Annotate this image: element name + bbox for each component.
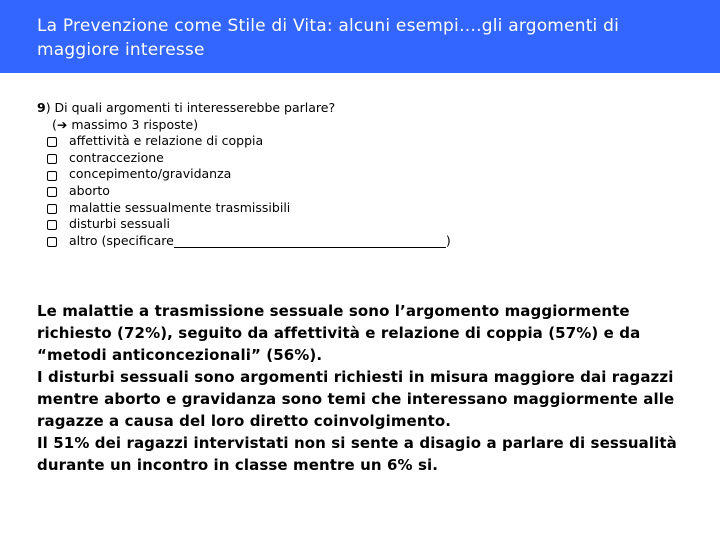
checkbox-icon[interactable]: [47, 220, 57, 230]
question-block: [37, 100, 697, 249]
option-label: affettività e relazione di coppia: [69, 133, 264, 149]
checkbox-icon[interactable]: [47, 154, 57, 164]
option-label: altro (specificare: [69, 232, 174, 248]
option-label: malattie sessualmente trasmissibili: [69, 199, 291, 215]
summary-paragraph: I disturbi sessuali sono argomenti richiesti in misura maggiore dai ragazzi mentre aborto e gravidanza sono temi che interessano maggiormente alle ragazze a causa del loro diretto coinvolgimento.: [37, 368, 675, 430]
slide-title: La Prevenzione come Stile di Vita: alcuni esempi….gli argomenti di maggiore interesse: [37, 16, 620, 60]
other-close-paren: ): [445, 232, 451, 248]
option-item[interactable]: [37, 150, 697, 167]
option-label: disturbi sessuali: [69, 216, 171, 232]
checkbox-icon[interactable]: [47, 204, 57, 214]
checkbox-icon[interactable]: [47, 237, 57, 247]
option-item[interactable]: [37, 216, 697, 233]
specify-blank-line[interactable]: [174, 235, 446, 248]
option-label: aborto: [69, 182, 110, 198]
question-number: 9: [37, 100, 46, 115]
option-label: concepimento/gravidanza: [69, 166, 232, 182]
option-item[interactable]: [37, 200, 697, 217]
arrow-right-icon: ➔: [56, 116, 68, 132]
checkbox-icon[interactable]: [47, 137, 57, 147]
option-item[interactable]: [37, 183, 697, 200]
title-bar: [0, 0, 720, 73]
hint-open-paren: (: [52, 116, 57, 132]
option-item[interactable]: [37, 166, 697, 183]
option-item-other[interactable]: [37, 233, 697, 250]
question-text: ) Di quali argomenti ti interesserebbe parlare?: [45, 100, 336, 115]
option-item[interactable]: [37, 133, 697, 150]
summary-paragraph: Le malattie a trasmissione sessuale sono l’argomento maggiormente richiesto (72%), seguito da affettività e relazione di coppia (57%) e da “metodi anticoncezionali” (56%).: [37, 302, 641, 364]
summary-text: [37, 300, 697, 476]
checkbox-icon[interactable]: [47, 171, 57, 181]
question-line: [37, 100, 697, 117]
hint-text: massimo 3 risposte): [67, 116, 199, 132]
checkbox-icon[interactable]: [47, 187, 57, 197]
question-hint: [37, 117, 697, 134]
summary-paragraph: Il 51% dei ragazzi intervistati non si sente a disagio a parlare di sessualità durante un incontro in classe mentre un 6% si.: [37, 434, 677, 474]
option-label: contraccezione: [69, 149, 164, 165]
